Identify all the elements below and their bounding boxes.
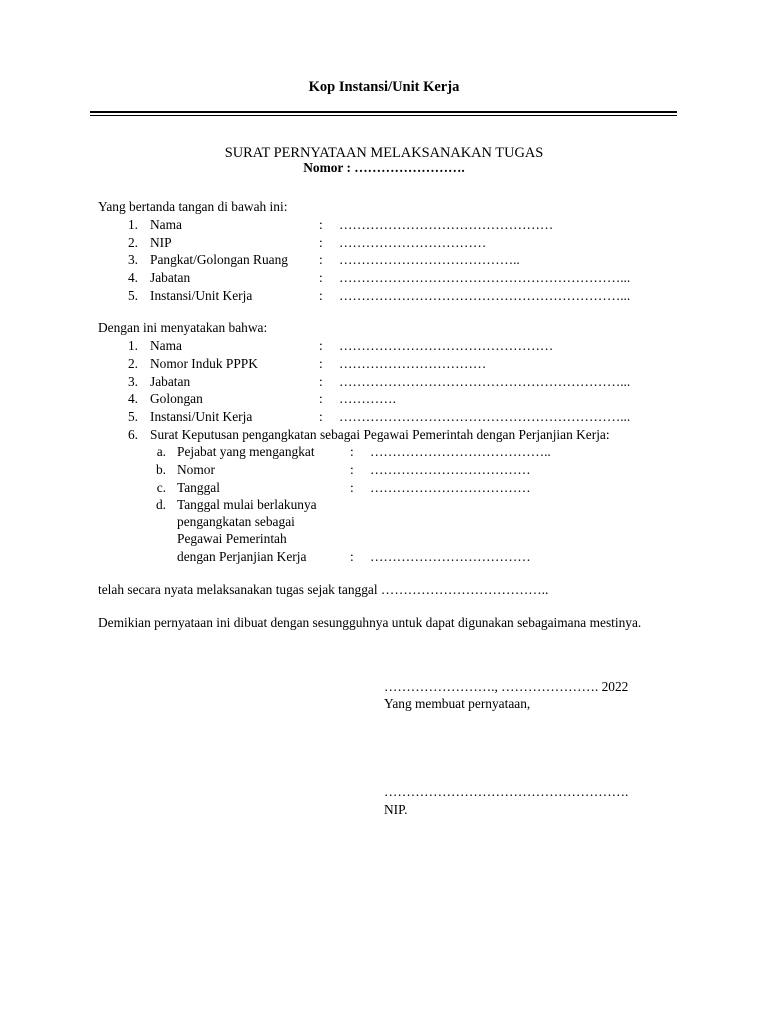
statement-text: telah secara nyata melaksanakan tugas sejak tanggal ………………………………..: [98, 582, 549, 597]
row-number: 3.: [127, 374, 138, 389]
section2-row: [0, 409, 768, 426]
row-colon: :: [319, 217, 323, 232]
row-label: Jabatan: [150, 374, 191, 389]
row-colon: :: [319, 288, 323, 303]
row-label: NIP: [150, 235, 172, 250]
row-colon: :: [319, 338, 323, 353]
signature-maker-label: Yang membuat pernyataan,: [384, 696, 531, 711]
sk-subrow-continued: [0, 549, 768, 566]
section1-row: [0, 270, 768, 287]
signature-name-line: ……………………………………………….: [384, 784, 629, 799]
row-label: Pegawai Pemerintah: [177, 531, 287, 546]
row-label: Pangkat/Golongan Ruang: [150, 252, 288, 267]
section2-row: [0, 356, 768, 373]
sk-subrow: [0, 462, 768, 479]
signature-nip: NIP.: [384, 802, 408, 817]
row-label: pengangkatan sebagai: [177, 514, 295, 529]
row-letter: d.: [155, 497, 166, 512]
row-value: ………………………………………………………...: [339, 288, 631, 303]
section2-row-sk: [0, 427, 768, 444]
row-value: …………………………………..: [370, 444, 551, 459]
row-colon: :: [319, 270, 323, 285]
row-label: Tanggal: [177, 480, 220, 495]
section1-intro: Yang bertanda tangan di bawah ini:: [98, 199, 288, 214]
row-label: Pejabat yang mengangkat: [177, 444, 315, 459]
row-label: Jabatan: [150, 270, 191, 285]
row-number: 1.: [127, 338, 138, 353]
row-value: ………………………………: [370, 480, 531, 495]
section2-row: [0, 338, 768, 355]
document-number: Nomor : …………………….: [303, 160, 465, 175]
row-number: 2.: [127, 235, 138, 250]
row-value: …………………………………………: [339, 217, 554, 232]
section2-intro: Dengan ini menyatakan bahwa:: [98, 320, 268, 335]
row-number: 4.: [127, 391, 138, 406]
section1-row: [0, 235, 768, 252]
row-value: ……………………………: [339, 356, 487, 371]
row-value: ……………………………: [339, 235, 487, 250]
row-label: Instansi/Unit Kerja: [150, 288, 253, 303]
sk-subrow: [0, 444, 768, 461]
row-colon: :: [319, 409, 323, 424]
document-title: SURAT PERNYATAAN MELAKSANAKAN TUGAS: [224, 145, 544, 161]
row-label: Nama: [150, 338, 182, 353]
row-colon: :: [350, 480, 354, 495]
row-colon: :: [350, 462, 354, 477]
row-letter: a.: [156, 444, 166, 459]
row-number: 2.: [127, 356, 138, 371]
row-value: ………………………………………………………...: [339, 270, 631, 285]
sk-subrow: [0, 480, 768, 497]
row-number: 5.: [127, 409, 138, 424]
row-value: …………………………………………: [339, 338, 554, 353]
row-colon: :: [319, 391, 323, 406]
row-number: 6.: [127, 427, 138, 442]
row-colon: :: [319, 252, 323, 267]
sk-subrow-continued: [0, 531, 768, 548]
row-colon: :: [350, 444, 354, 459]
row-colon: :: [319, 374, 323, 389]
row-label: Nomor Induk PPPK: [150, 356, 258, 371]
row-colon: :: [319, 356, 323, 371]
row-value: ………………………………: [370, 549, 531, 564]
section2-row: [0, 391, 768, 408]
row-number: 3.: [127, 252, 138, 267]
row-value: …………………………………..: [339, 252, 520, 267]
row-value: ………….: [339, 391, 396, 406]
row-colon: :: [319, 235, 323, 250]
row-label: Golongan: [150, 391, 203, 406]
signature-place-date: ……………………., …………………. 2022: [384, 679, 629, 694]
row-label: Nama: [150, 217, 182, 232]
row-value: ………………………………………………………...: [339, 409, 631, 424]
letterhead-rule-thin: [90, 115, 677, 116]
row-number: 5.: [127, 288, 138, 303]
row-value: ………………………………………………………...: [339, 374, 631, 389]
section1-row: [0, 252, 768, 269]
letterhead-rule-thick: [90, 111, 677, 113]
sk-subrow: [0, 497, 768, 514]
section1-row: [0, 288, 768, 305]
section2-row: [0, 374, 768, 391]
row-label: Tanggal mulai berlakunya: [177, 497, 317, 512]
letterhead-title: Kop Instansi/Unit Kerja: [308, 79, 460, 95]
row-letter: c.: [156, 480, 166, 495]
row-label: Nomor: [177, 462, 215, 477]
sk-subrow-continued: [0, 514, 768, 531]
row-label: Surat Keputusan pengangkatan sebagai Pegawai Pemerintah dengan Perjanjian Kerja:: [150, 427, 610, 442]
row-colon: :: [350, 549, 354, 564]
section1-row: [0, 217, 768, 234]
row-letter: b.: [155, 462, 166, 477]
row-number: 4.: [127, 270, 138, 285]
closing-paragraph: Demikian pernyataan ini dibuat dengan sesungguhnya untuk dapat digunakan sebagaimana mestinya.: [98, 615, 642, 630]
row-value: ………………………………: [370, 462, 531, 477]
row-label: dengan Perjanjian Kerja: [177, 549, 307, 564]
row-label: Instansi/Unit Kerja: [150, 409, 253, 424]
row-number: 1.: [127, 217, 138, 232]
